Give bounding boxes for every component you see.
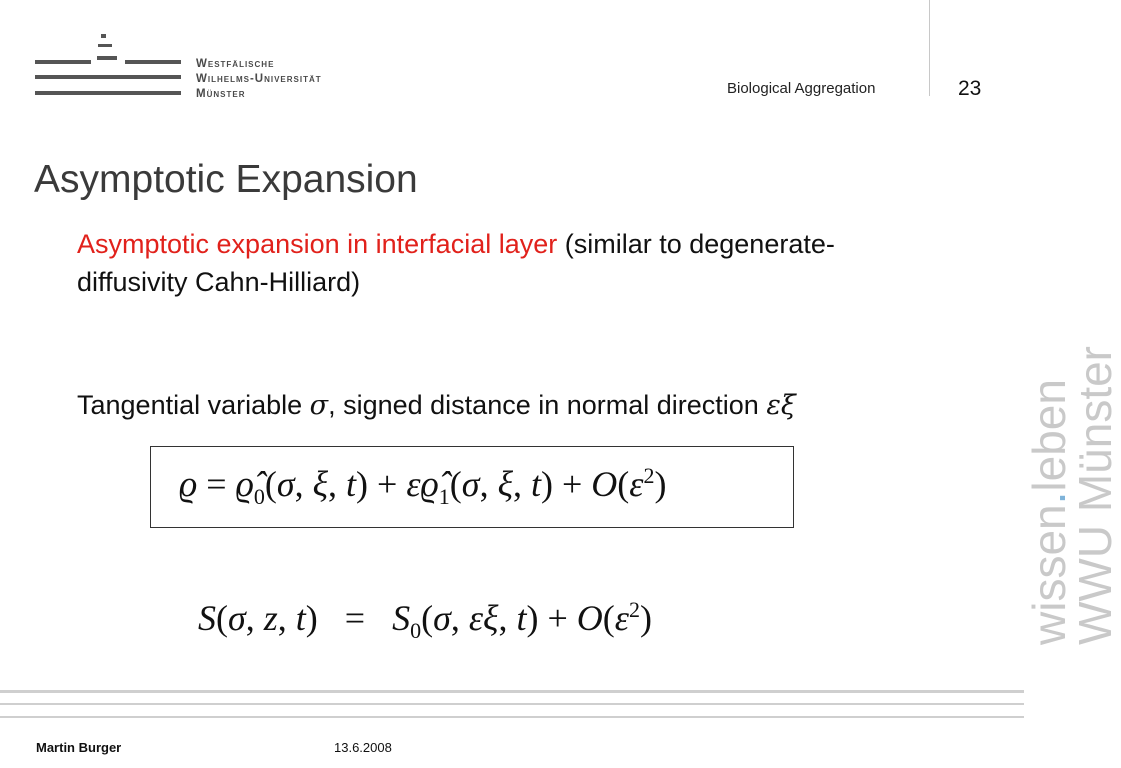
university-line-1: Westfälische: [196, 58, 275, 70]
page-number: 23: [958, 77, 982, 100]
epsilon-xi-symbol: εξ: [766, 390, 796, 421]
para2-text-a: Tangential variable: [77, 390, 310, 420]
wwu-watermark: [1023, 346, 1121, 645]
slide-date: 13.6.2008: [334, 740, 392, 755]
s-expansion-equation: S(σ, z, $t) = S_0(\sigma$, εξ, $t) + O(\varepsilon^2)$: [198, 597, 652, 644]
footer-rule-3: [0, 716, 1024, 718]
highlight-text: Asymptotic expansion in interfacial layer: [77, 229, 558, 259]
university-line-3: Münster: [196, 88, 246, 100]
para2-text-b: , signed distance in normal direction: [328, 390, 767, 420]
university-line-2: Wilhelms-Universität: [196, 73, 322, 85]
header-divider: [929, 0, 930, 96]
footer-rule-1: [0, 690, 1024, 693]
paragraph-interfacial-layer: [77, 225, 877, 301]
university-name: [196, 57, 322, 102]
paragraph-rest: (similar to degenerate-diffusivity Cahn-Hilliard): [77, 229, 835, 297]
watermark-line-2: WWU Münster: [1069, 346, 1121, 645]
paragraph-tangential-variable: [77, 390, 796, 421]
slide-title: Asymptotic Expansion: [34, 158, 418, 201]
boxed-equation: [150, 446, 794, 528]
sigma-symbol: σ: [309, 390, 329, 421]
author-name: Martin Burger: [36, 740, 122, 755]
expansion-equation: $ϱ = ϱ̂_0(\sigma$, ξ, $t) + \varepsilon ϱ̂_1(\sigma$, ξ, $t) + O(\varepsilon^2)$: [179, 463, 667, 510]
watermark-line-1: wissen.leben: [1023, 379, 1075, 645]
footer-rule-2: [0, 703, 1024, 705]
section-title: Biological Aggregation: [727, 80, 876, 97]
